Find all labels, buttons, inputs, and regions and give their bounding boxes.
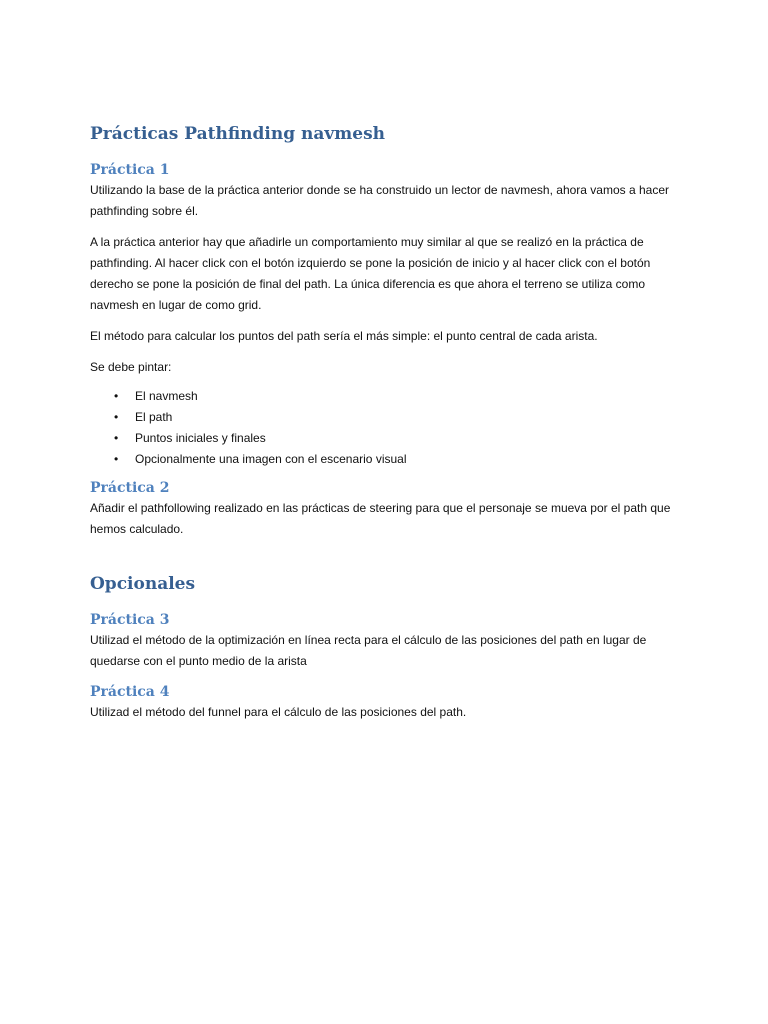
practica-2-paragraph-1: Añadir el pathfollowing realizado en las prácticas de steering para que el personaje se mueva por el path que hemos calculado.	[90, 501, 671, 536]
document-page	[90, 120, 680, 733]
practica-3-paragraph-1: Utilizad el método de la optimización en línea recta para el cálculo de las posiciones del path en lugar de quedarse con el punto medio de la arista	[90, 633, 647, 668]
list-item: • Opcionalmente una imagen con el escenario visual	[90, 449, 680, 470]
bullet-icon: •	[114, 431, 119, 445]
bullet-icon: •	[114, 410, 119, 424]
list-item: • Puntos iniciales y finales	[90, 428, 680, 449]
list-item: • El path	[90, 407, 680, 428]
document-title: Prácticas Pathfinding navmesh	[90, 124, 386, 144]
paint-list	[90, 386, 680, 470]
practica-4-heading: Práctica 4	[90, 684, 170, 700]
practica-1-paragraph-2: A la práctica anterior hay que añadirle un comportamiento muy similar al que se realizó en la práctica de pathfinding. Al hacer click con el botón izquierdo se pone la posición de inicio y al hacer click con el botón derecho se pone la posición de final del path. La única diferencia es que ahora el terreno se utiliza como navmesh en lugar de como grid.	[90, 235, 651, 312]
practica-2-heading: Práctica 2	[90, 480, 170, 496]
section-practica-1	[90, 160, 680, 470]
section-practica-4	[90, 682, 680, 723]
practica-1-paragraph-3: El método para calcular los puntos del path sería el más simple: el punto central de cada arista.	[90, 329, 598, 343]
bullet-icon: •	[114, 452, 119, 466]
bullet-icon: •	[114, 389, 119, 403]
practica-4-paragraph-1: Utilizad el método del funnel para el cálculo de las posiciones del path.	[90, 705, 467, 719]
list-item: • El navmesh	[90, 386, 680, 407]
practica-3-heading: Práctica 3	[90, 612, 170, 628]
practica-1-heading: Práctica 1	[90, 162, 170, 178]
section-practica-3	[90, 610, 680, 672]
practica-1-paragraph-4: Se debe pintar:	[90, 360, 172, 374]
section-practica-2	[90, 478, 680, 540]
opcionales-heading: Opcionales	[90, 574, 196, 594]
practica-1-paragraph-1: Utilizando la base de la práctica anterior donde se ha construido un lector de navmesh, ahora vamos a hacer pathfinding sobre él.	[90, 183, 670, 218]
